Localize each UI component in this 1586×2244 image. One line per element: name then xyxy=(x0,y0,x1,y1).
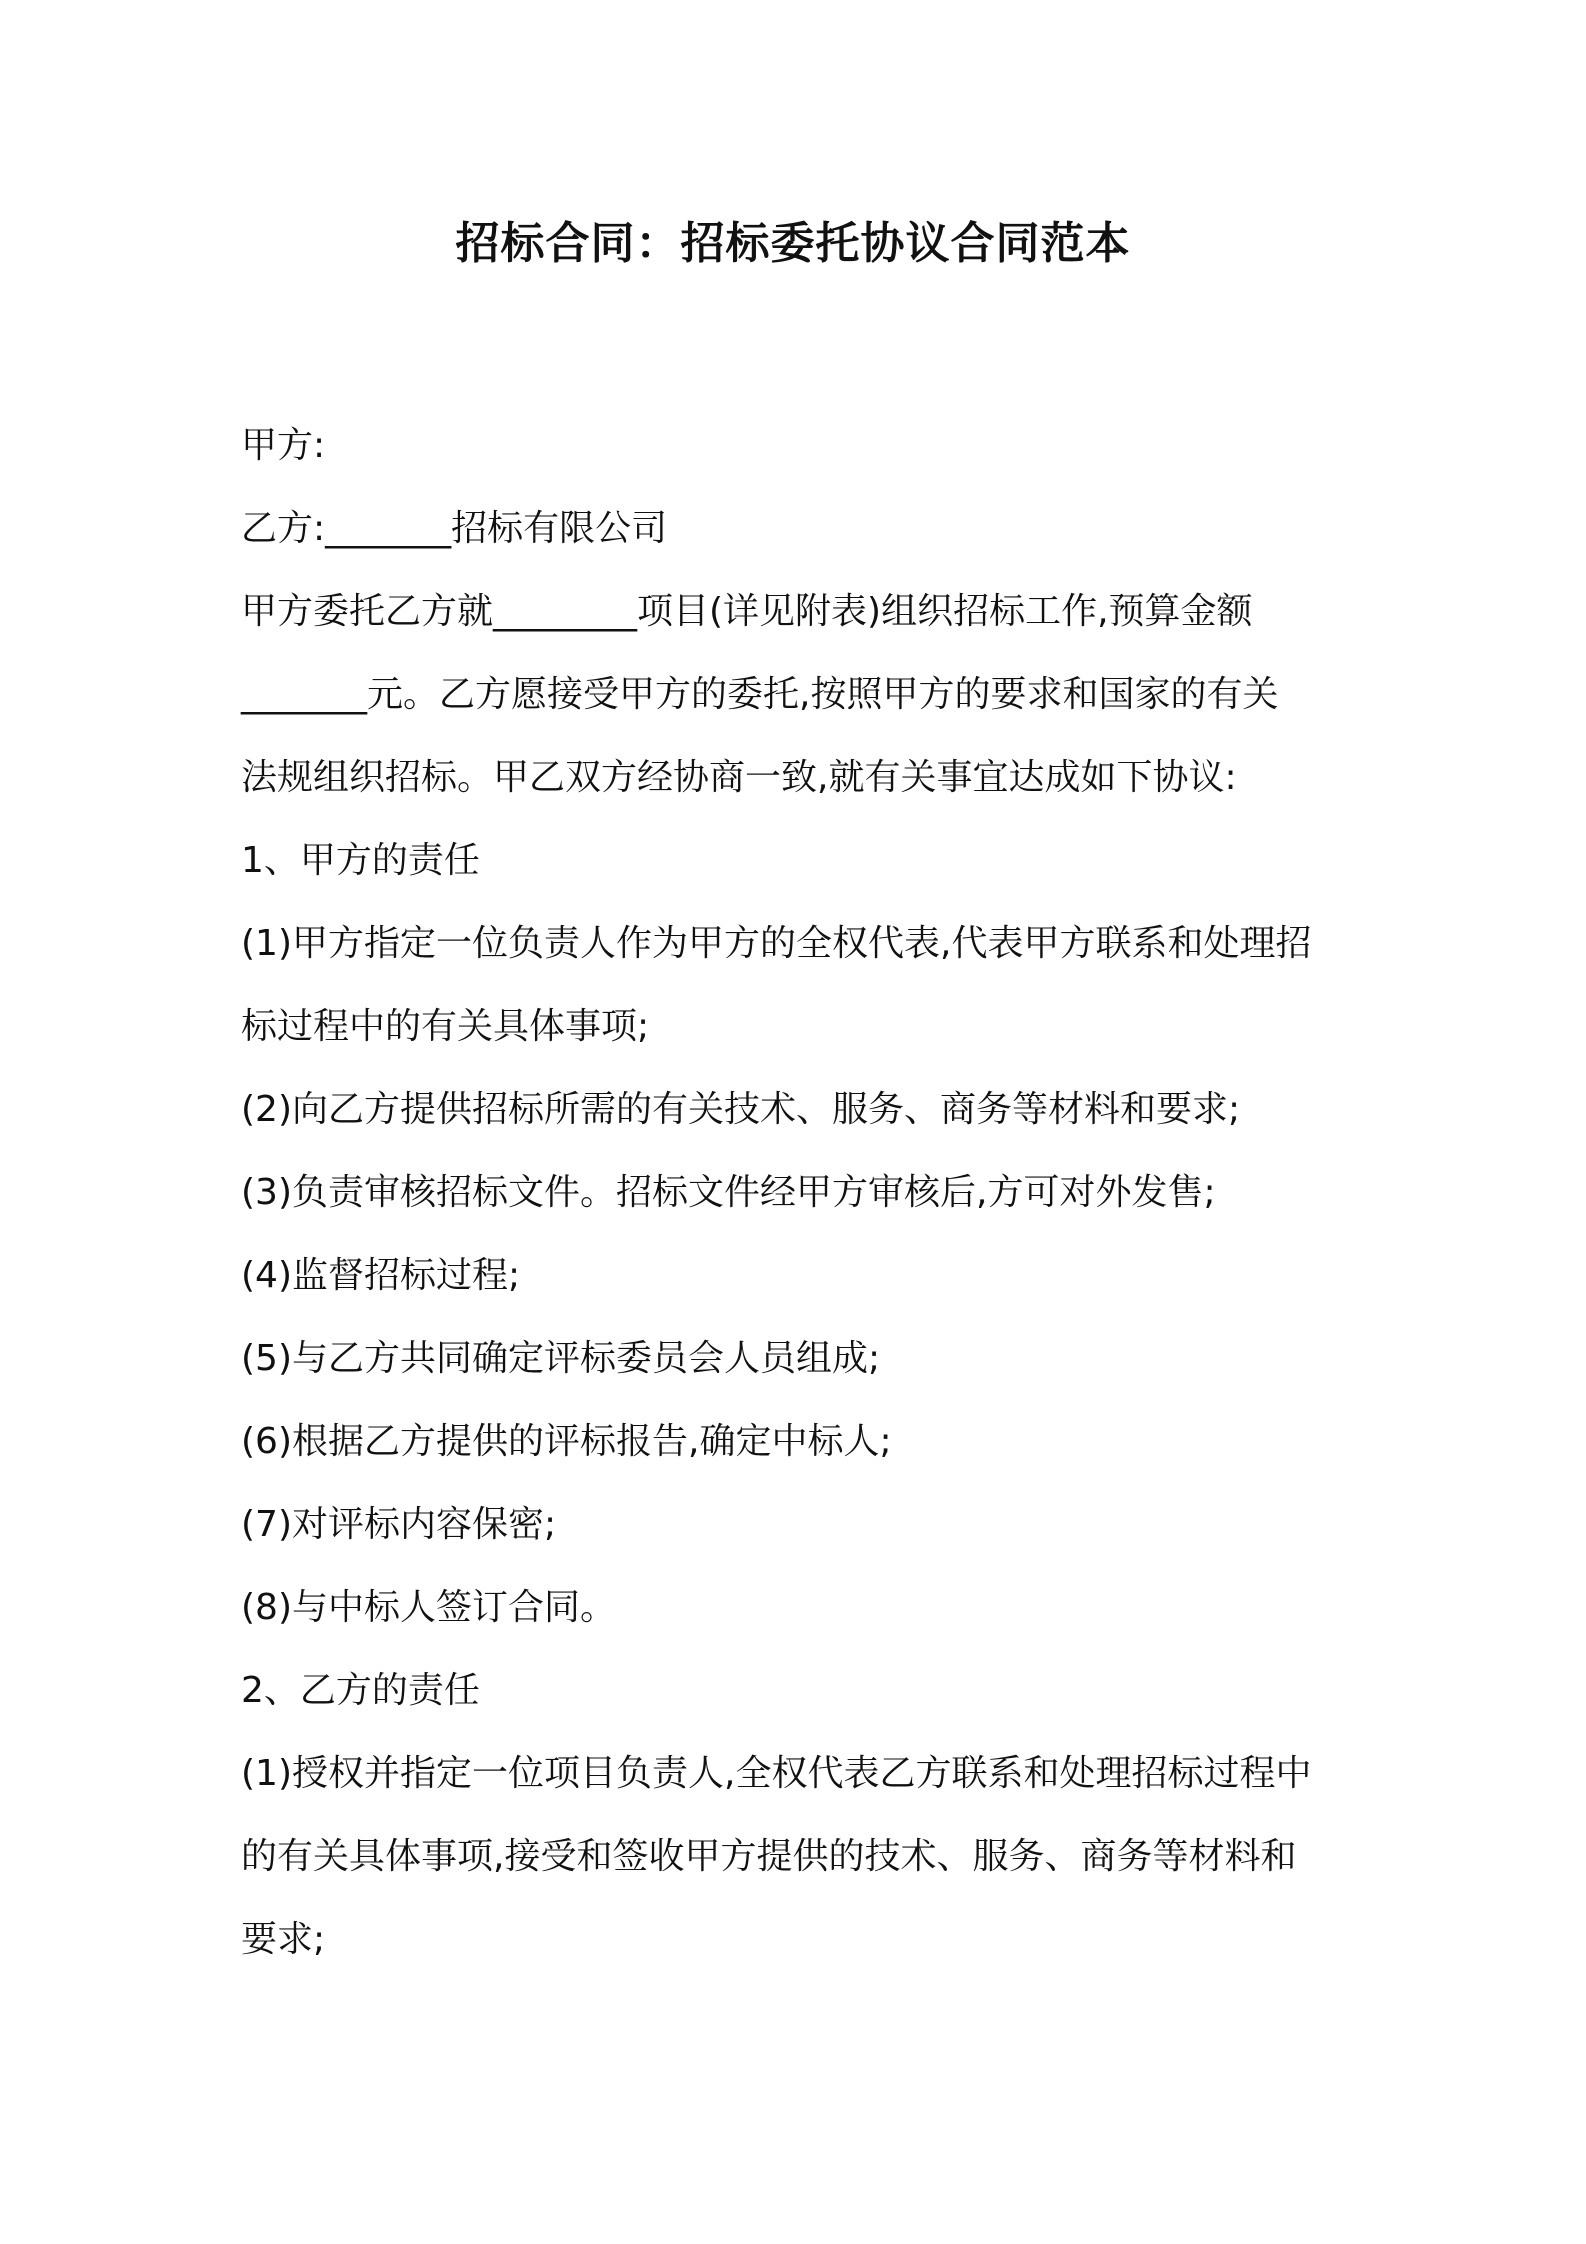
clause-line: (4)监督招标过程; xyxy=(241,1255,521,1296)
clause-line: (2)向乙方提供招标所需的有关技术、服务、商务等材料和要求; xyxy=(241,1089,1241,1130)
clause-line: (5)与乙方共同确定评标委员会人员组成; xyxy=(241,1338,881,1379)
party-b-line: 乙方:_______招标有限公司 xyxy=(241,508,668,549)
clause-line: (1)甲方指定一位负责人作为甲方的全权代表,代表甲方联系和处理招 xyxy=(241,923,1312,964)
clause-line: (6)根据乙方提供的评标报告,确定中标人; xyxy=(241,1421,892,1462)
clause-line: (3)负责审核招标文件。招标文件经甲方审核后,方可对外发售; xyxy=(241,1172,1216,1213)
body-text-line: 甲方委托乙方就________项目(详见附表)组织招标工作,预算金额 xyxy=(241,591,1253,632)
body-text-line: 法规组织招标。甲乙双方经协商一致,就有关事宜达成如下协议: xyxy=(241,757,1237,798)
clause-line: 标过程中的有关具体事项; xyxy=(241,1006,650,1047)
clause-line: (7)对评标内容保密; xyxy=(241,1504,557,1545)
document-body xyxy=(241,404,1351,1981)
clause-line: 的有关具体事项,接受和签收甲方提供的技术、服务、商务等材料和 xyxy=(241,1836,1297,1877)
clause-line: 要求; xyxy=(241,1919,326,1960)
clause-line: (1)授权并指定一位项目负责人,全权代表乙方联系和处理招标过程中 xyxy=(241,1753,1312,1794)
section-heading: 1、甲方的责任 xyxy=(241,840,480,881)
clause-line: (8)与中标人签订合同。 xyxy=(241,1587,616,1628)
body-text-line: _______元。乙方愿接受甲方的委托,按照甲方的要求和国家的有关 xyxy=(241,674,1279,715)
party-a-line: 甲方: xyxy=(241,425,326,466)
document-title: 招标合同：招标委托协议合同范本 xyxy=(455,218,1131,269)
section-heading: 2、乙方的责任 xyxy=(241,1670,480,1711)
